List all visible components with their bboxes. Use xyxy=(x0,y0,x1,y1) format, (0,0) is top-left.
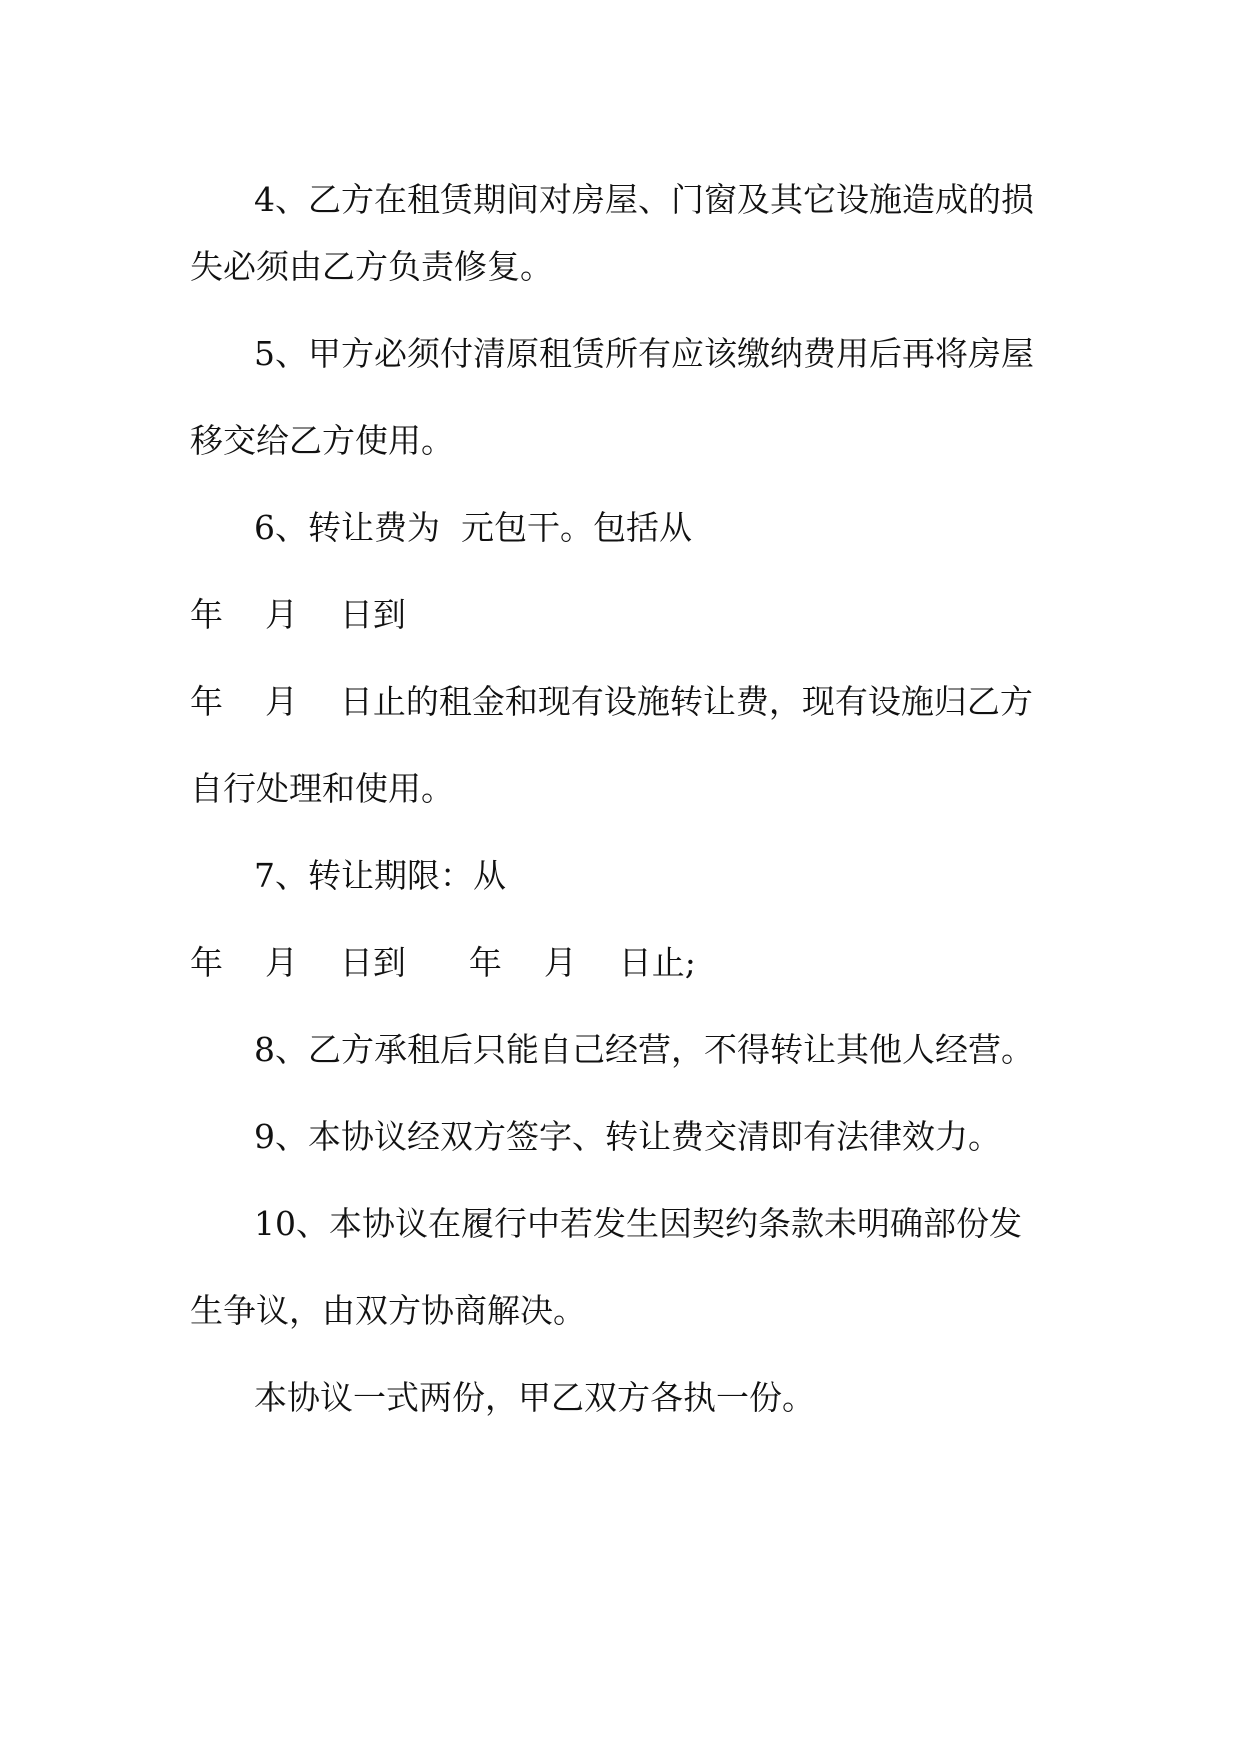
clause-7-line-1: 7、转让期限：从 xyxy=(254,856,506,895)
clause-6-line-3: 年 月 日止的租金和现有设施转让费，现有设施归乙方 xyxy=(190,682,1033,721)
clause-9: 9、本协议经双方签字、转让费交清即有法律效力。 xyxy=(254,1117,1001,1156)
closing-statement: 本协议一式两份，甲乙双方各执一份。 xyxy=(254,1378,815,1417)
clause-4-line-1: 4、乙方在租赁期间对房屋、门窗及其它设施造成的损 xyxy=(254,180,1034,219)
clause-7-line-2: 年 月 日到 年 月 日止; xyxy=(190,943,696,982)
clause-6-line-4: 自行处理和使用。 xyxy=(190,769,454,808)
clause-4-line-2: 失必须由乙方负责修复。 xyxy=(190,247,553,286)
clause-6-line-2: 年 月 日到 xyxy=(190,595,406,634)
clause-5-line-2: 移交给乙方使用。 xyxy=(190,421,454,460)
clause-5-line-1: 5、甲方必须付清原租赁所有应该缴纳费用后再将房屋 xyxy=(254,334,1034,373)
clause-10-line-1: 10、本协议在履行中若发生因契约条款未明确部份发 xyxy=(254,1204,1022,1243)
clause-10-line-2: 生争议，由双方协商解决。 xyxy=(190,1291,586,1330)
clause-6-line-1: 6、转让费为 元包干。包括从 xyxy=(254,508,692,547)
clause-8: 8、乙方承租后只能自己经营，不得转让其他人经营。 xyxy=(254,1030,1034,1069)
